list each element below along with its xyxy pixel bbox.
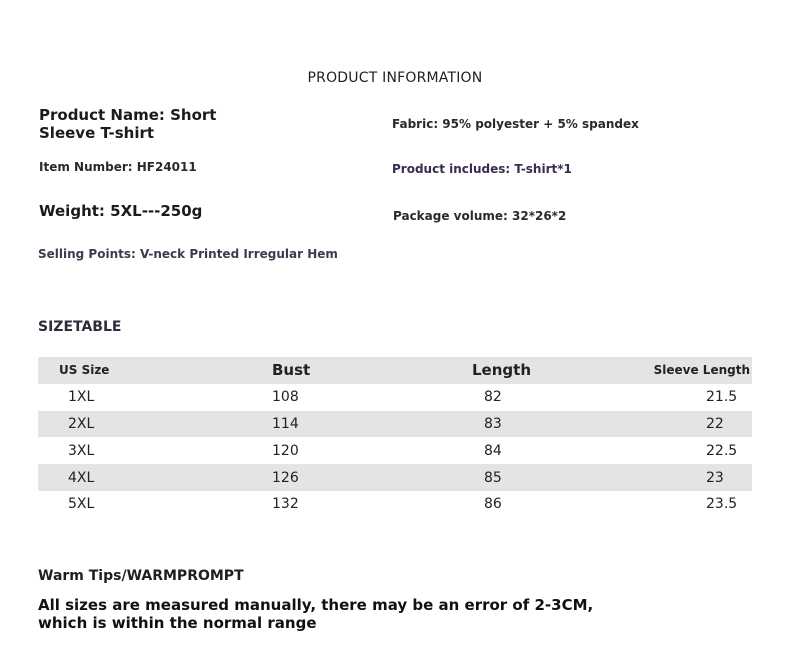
cell-us-size: 5XL <box>68 496 95 513</box>
selling-points: Selling Points: V-neck Printed Irregular Hem <box>38 247 338 261</box>
page-title: PRODUCT INFORMATION <box>307 70 483 86</box>
product-includes: Product includes: T-shirt*1 <box>392 162 572 176</box>
cell-length: 84 <box>484 442 502 459</box>
cell-bust: 108 <box>272 389 299 406</box>
column-header-sleeve-length: Sleeve Length <box>653 363 750 378</box>
size-table-header-row <box>38 357 752 384</box>
cell-length: 83 <box>484 415 502 432</box>
table-row <box>38 411 752 438</box>
package-volume: Package volume: 32*26*2 <box>393 209 567 223</box>
item-number: Item Number: HF24011 <box>39 160 197 174</box>
cell-sleeve-length: 21.5 <box>706 389 738 406</box>
cell-sleeve-length: 22 <box>706 415 724 432</box>
size-table-title: SIZETABLE <box>38 319 122 335</box>
cell-us-size: 4XL <box>68 469 95 486</box>
cell-bust: 126 <box>272 469 299 486</box>
cell-sleeve-length: 22.5 <box>706 442 738 459</box>
table-row <box>38 384 752 411</box>
warm-tips-text: All sizes are measured manually, there may be an error of 2-3CM, which is within the normal range <box>38 596 594 632</box>
column-header-length: Length <box>472 361 531 380</box>
table-row <box>38 491 752 518</box>
cell-us-size: 1XL <box>68 389 95 406</box>
table-row <box>38 464 752 491</box>
table-row <box>38 437 752 464</box>
cell-sleeve-length: 23 <box>706 469 724 486</box>
product-fabric: Fabric: 95% polyester + 5% spandex <box>392 117 639 131</box>
column-header-bust: Bust <box>272 361 311 380</box>
cell-bust: 114 <box>272 415 299 432</box>
cell-length: 85 <box>484 469 502 486</box>
product-weight: Weight: 5XL---250g <box>39 202 203 220</box>
size-table <box>38 357 752 518</box>
cell-bust: 132 <box>272 496 299 513</box>
product-name: Product Name: Short Sleeve T-shirt <box>39 106 217 142</box>
cell-length: 86 <box>484 496 502 513</box>
cell-us-size: 2XL <box>68 415 95 432</box>
column-header-us-size: US Size <box>59 363 110 378</box>
cell-length: 82 <box>484 389 502 406</box>
cell-bust: 120 <box>272 442 299 459</box>
warm-tips-title: Warm Tips/WARMPROMPT <box>38 568 244 584</box>
cell-sleeve-length: 23.5 <box>706 496 738 513</box>
cell-us-size: 3XL <box>68 442 95 459</box>
